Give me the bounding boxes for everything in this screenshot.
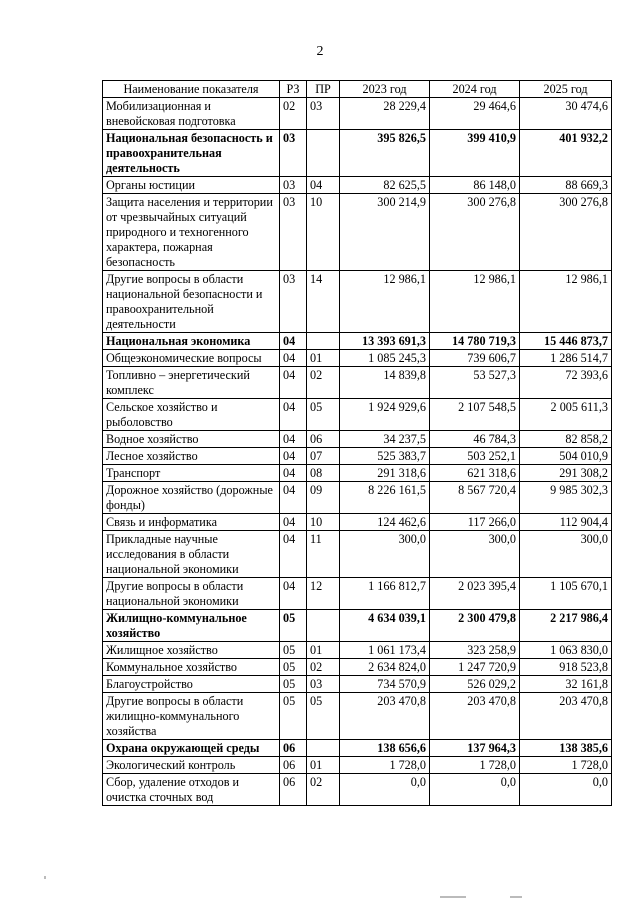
row-value-2025: 12 986,1 xyxy=(520,271,612,333)
row-name: Экологический контроль xyxy=(103,757,280,774)
row-value-2024: 0,0 xyxy=(430,774,520,806)
row-rz: 05 xyxy=(280,693,307,740)
row-name: Лесное хозяйство xyxy=(103,448,280,465)
row-value-2023: 734 570,9 xyxy=(340,676,430,693)
header-indicator-name: Наименование показателя xyxy=(103,81,280,98)
row-rz: 03 xyxy=(280,271,307,333)
row-value-2025: 9 985 302,3 xyxy=(520,482,612,514)
table-row xyxy=(103,676,612,693)
row-value-2025: 203 470,8 xyxy=(520,693,612,740)
row-value-2023: 1 924 929,6 xyxy=(340,399,430,431)
row-name: Мобилизационная и вневойсковая подготовка xyxy=(103,98,280,130)
table-row xyxy=(103,448,612,465)
row-name: Другие вопросы в области жилищно-коммунального хозяйства xyxy=(103,693,280,740)
row-rz: 02 xyxy=(280,98,307,130)
row-value-2024: 1 728,0 xyxy=(430,757,520,774)
row-value-2025: 72 393,6 xyxy=(520,367,612,399)
row-value-2024: 323 258,9 xyxy=(430,642,520,659)
row-value-2024: 739 606,7 xyxy=(430,350,520,367)
row-value-2025: 291 308,2 xyxy=(520,465,612,482)
row-rz: 03 xyxy=(280,194,307,271)
row-name: Дорожное хозяйство (дорожные фонды) xyxy=(103,482,280,514)
row-name: Коммунальное хозяйство xyxy=(103,659,280,676)
row-value-2025: 1 286 514,7 xyxy=(520,350,612,367)
row-value-2023: 8 226 161,5 xyxy=(340,482,430,514)
row-name: Водное хозяйство xyxy=(103,431,280,448)
row-value-2023: 203 470,8 xyxy=(340,693,430,740)
row-pr: 10 xyxy=(307,514,340,531)
row-rz: 05 xyxy=(280,676,307,693)
table-row xyxy=(103,333,612,350)
row-value-2024: 2 300 479,8 xyxy=(430,610,520,642)
table-header-row xyxy=(103,81,612,98)
row-name: Национальная экономика xyxy=(103,333,280,350)
row-pr: 02 xyxy=(307,774,340,806)
row-value-2024: 46 784,3 xyxy=(430,431,520,448)
table-row xyxy=(103,98,612,130)
table-row xyxy=(103,350,612,367)
row-pr: 14 xyxy=(307,271,340,333)
row-value-2023: 1 085 245,3 xyxy=(340,350,430,367)
row-value-2023: 0,0 xyxy=(340,774,430,806)
row-value-2024: 117 266,0 xyxy=(430,514,520,531)
row-value-2025: 2 217 986,4 xyxy=(520,610,612,642)
table-row xyxy=(103,130,612,177)
row-value-2023: 300 214,9 xyxy=(340,194,430,271)
row-pr: 11 xyxy=(307,531,340,578)
row-rz: 03 xyxy=(280,130,307,177)
row-pr: 05 xyxy=(307,399,340,431)
table-row xyxy=(103,757,612,774)
row-name: Топливно – энергетический комплекс xyxy=(103,367,280,399)
row-value-2024: 203 470,8 xyxy=(430,693,520,740)
row-value-2024: 86 148,0 xyxy=(430,177,520,194)
row-pr: 12 xyxy=(307,578,340,610)
row-pr: 03 xyxy=(307,676,340,693)
row-rz: 06 xyxy=(280,757,307,774)
table-row xyxy=(103,514,612,531)
budget-table xyxy=(102,80,612,806)
row-value-2023: 124 462,6 xyxy=(340,514,430,531)
row-value-2025: 0,0 xyxy=(520,774,612,806)
row-value-2025: 82 858,2 xyxy=(520,431,612,448)
table-row xyxy=(103,774,612,806)
row-value-2023: 2 634 824,0 xyxy=(340,659,430,676)
row-name: Охрана окружающей среды xyxy=(103,740,280,757)
row-value-2025: 1 728,0 xyxy=(520,757,612,774)
row-rz: 04 xyxy=(280,448,307,465)
row-value-2025: 32 161,8 xyxy=(520,676,612,693)
row-value-2024: 300,0 xyxy=(430,531,520,578)
row-value-2023: 82 625,5 xyxy=(340,177,430,194)
row-rz: 04 xyxy=(280,399,307,431)
row-pr: 10 xyxy=(307,194,340,271)
row-rz: 05 xyxy=(280,642,307,659)
table-row xyxy=(103,740,612,757)
row-value-2023: 1 728,0 xyxy=(340,757,430,774)
row-value-2024: 1 247 720,9 xyxy=(430,659,520,676)
row-name: Жилищно-коммунальное хозяйство xyxy=(103,610,280,642)
row-value-2023: 28 229,4 xyxy=(340,98,430,130)
row-value-2024: 2 023 395,4 xyxy=(430,578,520,610)
row-value-2025: 2 005 611,3 xyxy=(520,399,612,431)
row-pr xyxy=(307,130,340,177)
row-pr: 07 xyxy=(307,448,340,465)
row-value-2025: 504 010,9 xyxy=(520,448,612,465)
row-value-2024: 526 029,2 xyxy=(430,676,520,693)
scan-artifact xyxy=(440,896,466,898)
row-pr: 09 xyxy=(307,482,340,514)
row-value-2024: 12 986,1 xyxy=(430,271,520,333)
row-rz: 04 xyxy=(280,482,307,514)
row-rz: 06 xyxy=(280,740,307,757)
row-pr: 01 xyxy=(307,757,340,774)
row-rz: 04 xyxy=(280,333,307,350)
table-row xyxy=(103,659,612,676)
row-rz: 04 xyxy=(280,350,307,367)
table-row xyxy=(103,367,612,399)
row-value-2024: 300 276,8 xyxy=(430,194,520,271)
page-number: 2 xyxy=(316,44,324,59)
table-row xyxy=(103,271,612,333)
row-rz: 04 xyxy=(280,514,307,531)
row-value-2024: 53 527,3 xyxy=(430,367,520,399)
table-row xyxy=(103,177,612,194)
table-row xyxy=(103,610,612,642)
row-rz: 04 xyxy=(280,431,307,448)
row-pr xyxy=(307,610,340,642)
row-pr: 02 xyxy=(307,367,340,399)
row-name: Защита населения и территории от чрезвычайных ситуаций природного и техногенного характера, пожарная безопасность xyxy=(103,194,280,271)
row-value-2023: 300,0 xyxy=(340,531,430,578)
row-value-2023: 291 318,6 xyxy=(340,465,430,482)
row-rz: 04 xyxy=(280,578,307,610)
row-value-2024: 137 964,3 xyxy=(430,740,520,757)
row-pr: 03 xyxy=(307,98,340,130)
row-name: Благоустройство xyxy=(103,676,280,693)
scan-artifact xyxy=(510,896,522,898)
row-value-2023: 395 826,5 xyxy=(340,130,430,177)
row-value-2025: 1 063 830,0 xyxy=(520,642,612,659)
row-value-2023: 4 634 039,1 xyxy=(340,610,430,642)
row-name: Общеэкономические вопросы xyxy=(103,350,280,367)
header-rz: РЗ xyxy=(280,81,307,98)
row-value-2024: 14 780 719,3 xyxy=(430,333,520,350)
table-row xyxy=(103,431,612,448)
table-body xyxy=(103,98,612,806)
row-pr: 06 xyxy=(307,431,340,448)
row-pr: 08 xyxy=(307,465,340,482)
row-rz: 05 xyxy=(280,610,307,642)
row-value-2024: 2 107 548,5 xyxy=(430,399,520,431)
row-rz: 06 xyxy=(280,774,307,806)
row-value-2024: 399 410,9 xyxy=(430,130,520,177)
row-value-2025: 300 276,8 xyxy=(520,194,612,271)
row-value-2025: 112 904,4 xyxy=(520,514,612,531)
row-pr: 05 xyxy=(307,693,340,740)
row-pr: 02 xyxy=(307,659,340,676)
row-value-2023: 14 839,8 xyxy=(340,367,430,399)
scan-artifact xyxy=(44,876,46,879)
row-value-2023: 1 061 173,4 xyxy=(340,642,430,659)
row-name: Национальная безопасность и правоохранительная деятельность xyxy=(103,130,280,177)
row-value-2025: 300,0 xyxy=(520,531,612,578)
row-pr: 01 xyxy=(307,642,340,659)
table-row xyxy=(103,642,612,659)
row-value-2023: 1 166 812,7 xyxy=(340,578,430,610)
row-value-2023: 525 383,7 xyxy=(340,448,430,465)
row-value-2025: 138 385,6 xyxy=(520,740,612,757)
row-rz: 04 xyxy=(280,531,307,578)
row-name: Связь и информатика xyxy=(103,514,280,531)
row-name: Транспорт xyxy=(103,465,280,482)
row-value-2025: 401 932,2 xyxy=(520,130,612,177)
row-value-2023: 138 656,6 xyxy=(340,740,430,757)
row-name: Жилищное хозяйство xyxy=(103,642,280,659)
row-name: Другие вопросы в области национальной безопасности и правоохранительной деятельности xyxy=(103,271,280,333)
table-row xyxy=(103,399,612,431)
table-row xyxy=(103,465,612,482)
row-value-2024: 503 252,1 xyxy=(430,448,520,465)
row-pr: 04 xyxy=(307,177,340,194)
row-value-2025: 15 446 873,7 xyxy=(520,333,612,350)
row-name: Органы юстиции xyxy=(103,177,280,194)
row-rz: 04 xyxy=(280,465,307,482)
row-value-2024: 29 464,6 xyxy=(430,98,520,130)
row-value-2025: 1 105 670,1 xyxy=(520,578,612,610)
header-2025: 2025 год xyxy=(520,81,612,98)
row-name: Прикладные научные исследования в области национальной экономики xyxy=(103,531,280,578)
table-row xyxy=(103,482,612,514)
row-value-2023: 12 986,1 xyxy=(340,271,430,333)
row-pr xyxy=(307,333,340,350)
header-2023: 2023 год xyxy=(340,81,430,98)
row-name: Сельское хозяйство и рыболовство xyxy=(103,399,280,431)
row-rz: 05 xyxy=(280,659,307,676)
row-name: Сбор, удаление отходов и очистка сточных вод xyxy=(103,774,280,806)
table-row xyxy=(103,194,612,271)
row-pr xyxy=(307,740,340,757)
row-value-2025: 918 523,8 xyxy=(520,659,612,676)
header-pr: ПР xyxy=(307,81,340,98)
row-value-2024: 8 567 720,4 xyxy=(430,482,520,514)
row-rz: 04 xyxy=(280,367,307,399)
row-pr: 01 xyxy=(307,350,340,367)
row-value-2023: 13 393 691,3 xyxy=(340,333,430,350)
table-row xyxy=(103,531,612,578)
row-name: Другие вопросы в области национальной экономики xyxy=(103,578,280,610)
row-value-2024: 621 318,6 xyxy=(430,465,520,482)
table-row xyxy=(103,693,612,740)
header-2024: 2024 год xyxy=(430,81,520,98)
row-value-2025: 88 669,3 xyxy=(520,177,612,194)
row-rz: 03 xyxy=(280,177,307,194)
row-value-2025: 30 474,6 xyxy=(520,98,612,130)
table-row xyxy=(103,578,612,610)
row-value-2023: 34 237,5 xyxy=(340,431,430,448)
